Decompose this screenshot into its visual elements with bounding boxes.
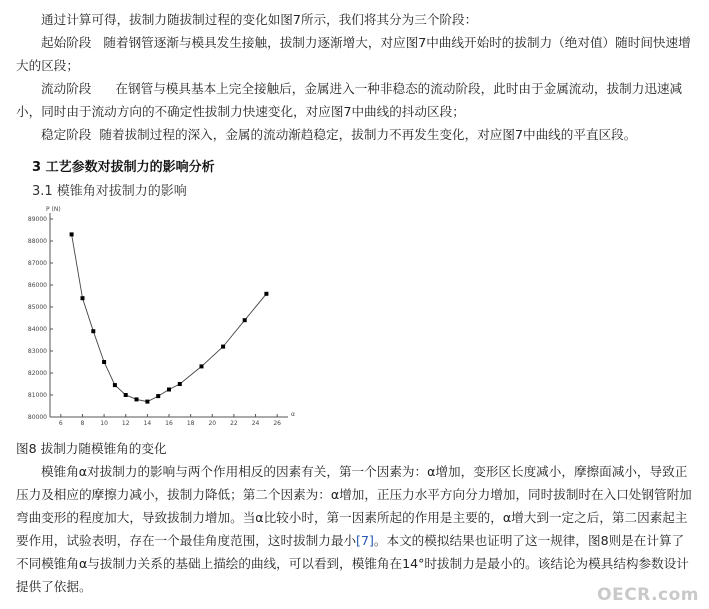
x-tick-label: 16 — [165, 420, 173, 425]
y-tick-label: 86000 — [27, 282, 47, 289]
x-tick-label: 6 — [58, 420, 63, 425]
data-point — [91, 329, 95, 333]
stage-name: 起始阶段 — [41, 35, 92, 50]
citation-link[interactable]: [7] — [356, 533, 374, 548]
data-point — [102, 360, 106, 364]
stage-paragraph-stable — [16, 123, 696, 146]
figure-8-chart — [16, 203, 296, 425]
intro-paragraph: 通过计算可得，拔制力随拔制过程的变化如图7所示，我们将其分为三个阶段： — [41, 12, 478, 27]
watermark: OECR.com — [597, 585, 699, 605]
stage-name: 稳定阶段 — [41, 127, 92, 142]
stage-paragraph-flow — [16, 77, 696, 123]
stage-text: 随着钢管逐渐与模具发生接触，拔制力逐渐增大，对应图7中曲线开始时的拔制力（绝对值）随时间快速增大的区段； — [16, 35, 691, 73]
stage-name: 流动阶段 — [41, 81, 92, 96]
x-tick-label: 14 — [143, 420, 152, 425]
data-point — [145, 400, 149, 404]
body-paragraph: 模锥角α对拔制力的影响与两个作用相反的因素有关，第一个因素为：α增加，变形区长度减小，摩擦面减小，导致正压力及相应的摩擦力减小，拔制力降低；第二个因素为：α增加，正压力水平方向分力增加，同时拔制时在入口处钢管附加弯曲变形的程度加大，导致拔制力增加。当α比较小时，第一因素所起的作用是主要的，α增大到一定之后，第二因素起主要作用，试验表明，存在一个最佳角度范围，这时拔制力最小[7]。本文的模拟结果也证明了这一规律，图8则是在计算了不同模锥角α与拔制力关系的基础上描绘的曲线，可以看到，模锥角在14°时拔制力是最小的。该结论为模具结构参数设计提供了依据。 — [16, 464, 692, 594]
subsection-title: 3.1 模锥角对拔制力的影响 — [32, 184, 187, 199]
series-line — [72, 234, 267, 401]
data-point — [113, 383, 117, 387]
x-tick-label: 26 — [273, 420, 282, 425]
data-point — [200, 364, 204, 368]
stage-text: 随着拔制过程的深入，金属的流动渐趋稳定，拔制力不再发生变化，对应图7中曲线的平直区段。 — [99, 127, 637, 142]
x-tick-label: 22 — [230, 420, 238, 425]
x-tick-label: 8 — [80, 420, 85, 425]
y-tick-label: 84000 — [27, 326, 47, 333]
data-point — [264, 292, 268, 296]
y-tick-label: 83000 — [27, 348, 47, 355]
data-point — [70, 232, 74, 236]
y-tick-label: 81000 — [27, 392, 47, 399]
stage-text: 在钢管与模具基本上完全接触后，金属进入一种非稳态的流动阶段，此时由于金属流动，拔制力迅速减小，同时由于流动方向的不确定性拔制力快速变化，对应图7中曲线的抖动区段； — [16, 81, 683, 119]
y-tick-label: 82000 — [27, 370, 47, 377]
section-title: 3 工艺参数对拔制力的影响分析 — [32, 160, 215, 175]
x-tick-label: 24 — [251, 420, 260, 425]
y-tick-label: 89000 — [27, 216, 47, 223]
data-point — [135, 397, 139, 401]
data-point — [156, 394, 160, 398]
y-axis-label: P (N) — [46, 206, 61, 213]
x-axis-label: α — [291, 411, 295, 418]
x-tick-label: 12 — [121, 420, 130, 425]
x-tick-label: 10 — [100, 420, 108, 425]
data-point — [178, 382, 182, 386]
data-point — [221, 345, 225, 349]
data-point — [167, 388, 171, 392]
stage-paragraph-start — [16, 31, 696, 77]
data-point — [243, 318, 247, 322]
y-tick-label: 88000 — [27, 238, 47, 245]
figure-caption: 图8 拔制力随模锥角的变化 — [16, 441, 167, 456]
y-tick-label: 85000 — [27, 304, 47, 311]
data-point — [124, 393, 128, 397]
x-tick-label: 20 — [208, 420, 217, 425]
y-tick-label: 80000 — [27, 414, 47, 421]
x-tick-label: 18 — [186, 420, 195, 425]
data-point — [81, 296, 85, 300]
y-tick-label: 87000 — [27, 260, 47, 267]
